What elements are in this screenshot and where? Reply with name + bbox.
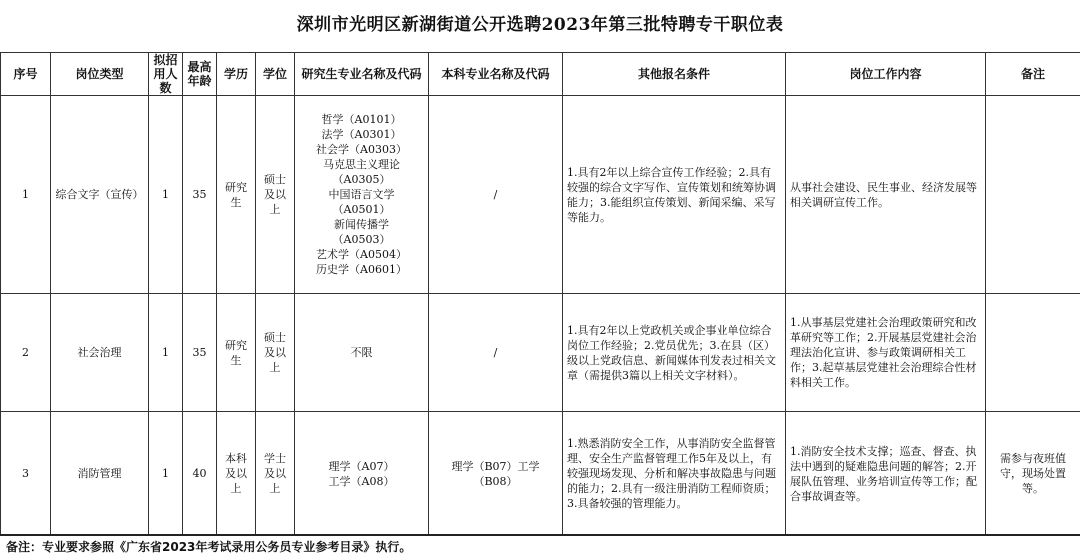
cell-conditions: 1.具有2年以上党政机关或企事业单位综合岗位工作经验；2.党员优先；3.在县（区）级以上党政信息、新闻媒体刊发表过相关文章（需提供3篇以上相关文字材料）。 [563, 294, 786, 412]
grad-major-item: 不限 [350, 346, 373, 359]
grad-major-item: 社会学（A0303） [316, 143, 407, 156]
table-row [1, 294, 1080, 412]
cell-edu: 本科及以上 [217, 412, 256, 536]
cell-seq: 1 [1, 96, 51, 294]
cell-num: 1 [149, 96, 183, 294]
cell-conditions: 1.熟悉消防安全工作，从事消防安全监督管理、安全生产监督管理工作5年及以上，有较强现场发现、分析和解决事故隐患与问题的能力；2.具有一级注册消防工程师资质；3.具备较强的管理能力。 [563, 412, 786, 536]
footer-note: 备注：专业要求参照《广东省2023年考试录用公务员专业参考目录》执行。 [0, 534, 1080, 560]
cell-ug-major: 理学（B07）工学（B08） [429, 412, 563, 536]
header-duties: 岗位工作内容 [786, 53, 986, 96]
cell-duties: 从事社会建设、民生事业、经济发展等相关调研宣传工作。 [786, 96, 986, 294]
cell-duties: 1.从事基层党建社会治理政策研究和改革研究等工作；2.开展基层党建社会治理法治化宣讲、参与政策调研相关工作；3.起草基层党建社会治理综合性材料相关工作。 [786, 294, 986, 412]
header-ug-major: 本科专业名称及代码 [429, 53, 563, 96]
positions-table [0, 52, 1080, 536]
header-row [1, 53, 1080, 96]
cell-degree: 硕士及以上 [256, 96, 295, 294]
cell-duties: 1.消防安全技术支撑；巡查、督查、执法中遇到的疑难隐患问题的解答；2.开展队伍管理、业务培训宣传等工作；配合事故调查等。 [786, 412, 986, 536]
cell-grad-major [295, 96, 429, 294]
header-grad-major: 研究生专业名称及代码 [295, 53, 429, 96]
grad-major-item: 工学（A08） [328, 474, 395, 488]
cell-note: 需参与夜班值守，现场处置等。 [986, 412, 1080, 536]
grad-major-item: 理学（A07） [328, 459, 395, 473]
cell-seq: 3 [1, 412, 51, 536]
header-edu: 学历 [217, 53, 256, 96]
cell-degree: 学士及以上 [256, 412, 295, 536]
grad-major-item: 哲学（A0101） [321, 113, 402, 126]
header-degree: 学位 [256, 53, 295, 96]
cell-ug-major: / [429, 294, 563, 412]
cell-type: 消防管理 [51, 412, 149, 536]
cell-note [986, 294, 1080, 412]
grad-major-item: （A0501） [332, 203, 391, 216]
grad-major-item: （A0305） [332, 173, 391, 186]
table-row [1, 96, 1080, 294]
grad-major-item: 中国语言文学 [328, 188, 395, 201]
grad-major-item: 法学（A0301） [321, 128, 402, 141]
header-age: 最高年龄 [183, 53, 217, 96]
header-type: 岗位类型 [51, 53, 149, 96]
cell-ug-major: / [429, 96, 563, 294]
cell-type: 社会治理 [51, 294, 149, 412]
grad-major-item: 马克思主义理论 [323, 158, 400, 171]
grad-major-item: （A0503） [332, 233, 391, 246]
cell-edu: 研究生 [217, 294, 256, 412]
cell-grad-major [295, 412, 429, 536]
cell-num: 1 [149, 412, 183, 536]
grad-major-item: 艺术学（A0504） [316, 248, 407, 261]
cell-age: 35 [183, 294, 217, 412]
cell-grad-major [295, 294, 429, 412]
header-conditions: 其他报名条件 [563, 53, 786, 96]
cell-degree: 硕士及以上 [256, 294, 295, 412]
cell-edu: 研究生 [217, 96, 256, 294]
cell-num: 1 [149, 294, 183, 412]
cell-age: 35 [183, 96, 217, 294]
header-note: 备注 [986, 53, 1080, 96]
grad-major-item: 历史学（A0601） [316, 263, 407, 276]
header-seq: 序号 [1, 53, 51, 96]
grad-major-item: 新闻传播学 [334, 218, 389, 231]
cell-note [986, 96, 1080, 294]
cell-seq: 2 [1, 294, 51, 412]
cell-type: 综合文字（宣传） [51, 96, 149, 294]
cell-age: 40 [183, 412, 217, 536]
table-row [1, 412, 1080, 536]
header-num: 拟招用人数 [149, 53, 183, 96]
page-title: 深圳市光明区新湖街道公开选聘2023年第三批特聘专干职位表 [296, 15, 784, 35]
cell-conditions: 1.具有2年以上综合宣传工作经验；2.具有较强的综合文字写作、宣传策划和统筹协调能力；3.能组织宣传策划、新闻采编、采写等能力。 [563, 96, 786, 294]
